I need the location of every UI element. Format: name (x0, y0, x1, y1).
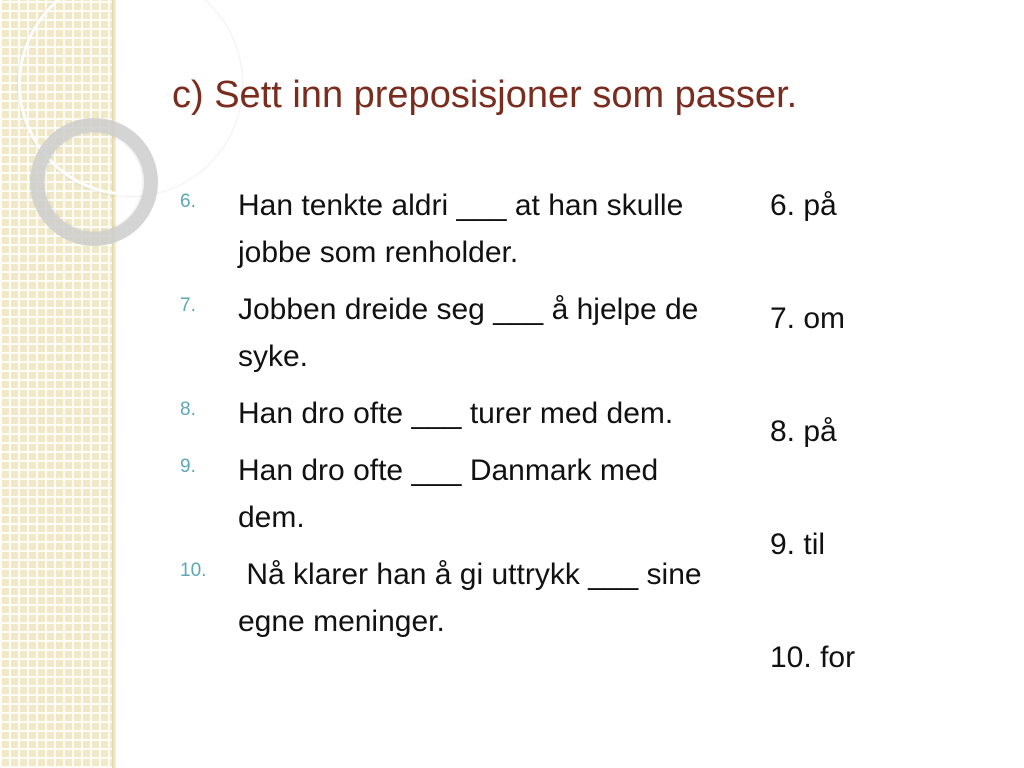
exercise-item-9 (180, 447, 720, 541)
exercise-sentence: Han tenkte aldri ___ at han skulle jobbe som renholder. (238, 189, 684, 269)
exercise-sentence: Han dro ofte ___ Danmark med dem. (238, 454, 659, 534)
exercise-number: 10. (180, 560, 207, 581)
exercise-number: 9. (180, 456, 196, 477)
answer-list (770, 182, 1000, 747)
answer-word: på (803, 415, 837, 448)
answer-word: for (820, 641, 856, 674)
exercise-number: 7. (180, 295, 196, 316)
exercise-sentence: Jobben dreide seg ___ å hjelpe de syke. (238, 293, 699, 373)
answer-number: 8. (770, 415, 796, 448)
slide-title: c) Sett inn preposisjoner som passer. (172, 74, 798, 116)
decorative-ring-small (30, 118, 158, 246)
answer-item-8 (770, 408, 1000, 521)
exercise-item-7 (180, 286, 720, 380)
answer-word: til (803, 528, 826, 561)
exercise-list (180, 182, 720, 655)
exercise-number: 8. (180, 399, 196, 420)
exercise-sentence: Han dro ofte ___ turer med dem. (238, 397, 674, 430)
exercise-item-6 (180, 182, 720, 276)
answer-word: på (803, 189, 837, 222)
answer-item-6 (770, 182, 1000, 295)
answer-item-9 (770, 521, 1000, 634)
exercise-item-10 (180, 551, 720, 645)
exercise-sentence: Nå klarer han å gi uttrykk ___ sine egne meninger. (238, 558, 710, 638)
answer-number: 9. (770, 528, 796, 561)
answer-item-7 (770, 295, 1000, 408)
exercise-number: 6. (180, 191, 196, 212)
answer-number: 7. (770, 302, 796, 335)
exercise-item-8 (180, 390, 720, 437)
answer-word: om (803, 302, 846, 335)
answer-number: 10. (770, 641, 812, 674)
answer-item-10 (770, 634, 1000, 747)
answer-number: 6. (770, 189, 796, 222)
